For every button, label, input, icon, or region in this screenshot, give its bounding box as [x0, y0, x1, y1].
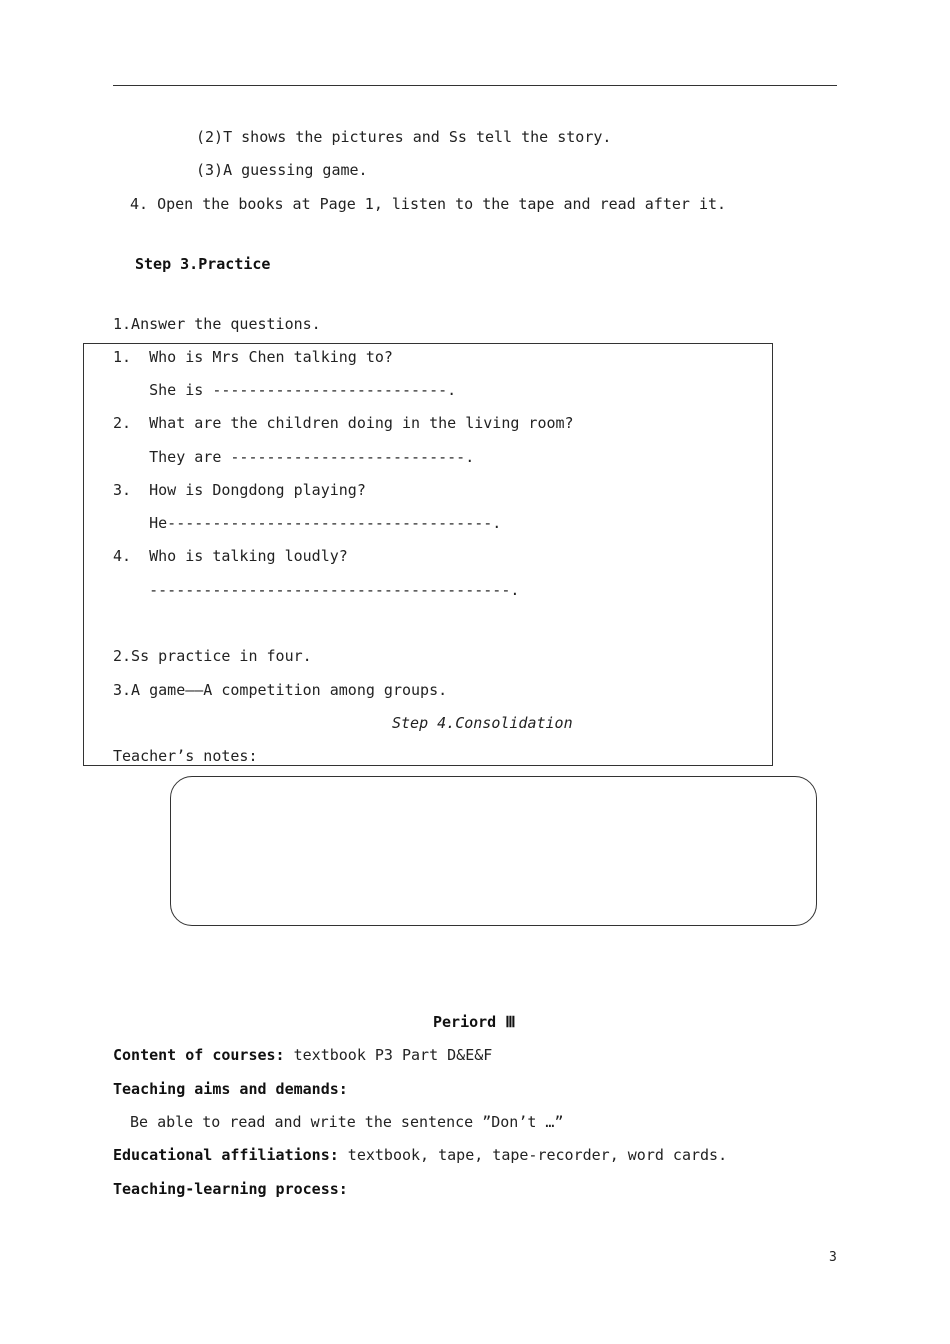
affiliations-value: textbook, tape, tape-recorder, word cards.	[338, 1146, 728, 1164]
answer-3: He------------------------------------.	[113, 514, 502, 532]
answer-1: She is --------------------------.	[113, 381, 457, 399]
aims-value: Be able to read and write the sentence ”Don’t …”	[130, 1113, 564, 1131]
content-value: textbook P3 Part D&E&F	[284, 1046, 493, 1064]
question-3: 3. How is Dongdong playing?	[113, 481, 366, 499]
page-number: 3	[829, 1250, 837, 1265]
content-label: Content of courses:	[113, 1046, 285, 1064]
task3-label: 3.A game——A competition among groups.	[113, 681, 448, 699]
period-title: Periord Ⅲ	[433, 1013, 516, 1031]
notes-box	[170, 776, 817, 926]
question-2: 2. What are the children doing in the living room?	[113, 414, 574, 432]
step4-heading: Step 4.Consolidation	[392, 714, 573, 732]
intro-item-3: (3)A guessing game.	[196, 161, 368, 179]
step3-heading: Step 3.Practice	[135, 255, 271, 273]
intro-item-2: (2)T shows the pictures and Ss tell the story.	[196, 128, 612, 146]
affiliations-label: Educational affiliations:	[113, 1146, 339, 1164]
task2-label: 2.Ss practice in four.	[113, 647, 312, 665]
task1-label: 1.Answer the questions.	[113, 315, 321, 333]
question-1: 1. Who is Mrs Chen talking to?	[113, 348, 393, 366]
aims-label: Teaching aims and demands:	[113, 1080, 348, 1098]
answer-2: They are --------------------------.	[113, 448, 475, 466]
affiliations-line	[113, 1145, 727, 1165]
content-line	[113, 1045, 492, 1065]
intro-item-4: 4. Open the books at Page 1, listen to the tape and read after it.	[130, 195, 727, 213]
notes-label: Teacher’s notes:	[113, 747, 258, 765]
header-rule	[113, 85, 837, 86]
answer-4: ----------------------------------------.	[113, 581, 520, 599]
process-label: Teaching-learning process:	[113, 1180, 348, 1198]
question-4: 4. Who is talking loudly?	[113, 547, 348, 565]
